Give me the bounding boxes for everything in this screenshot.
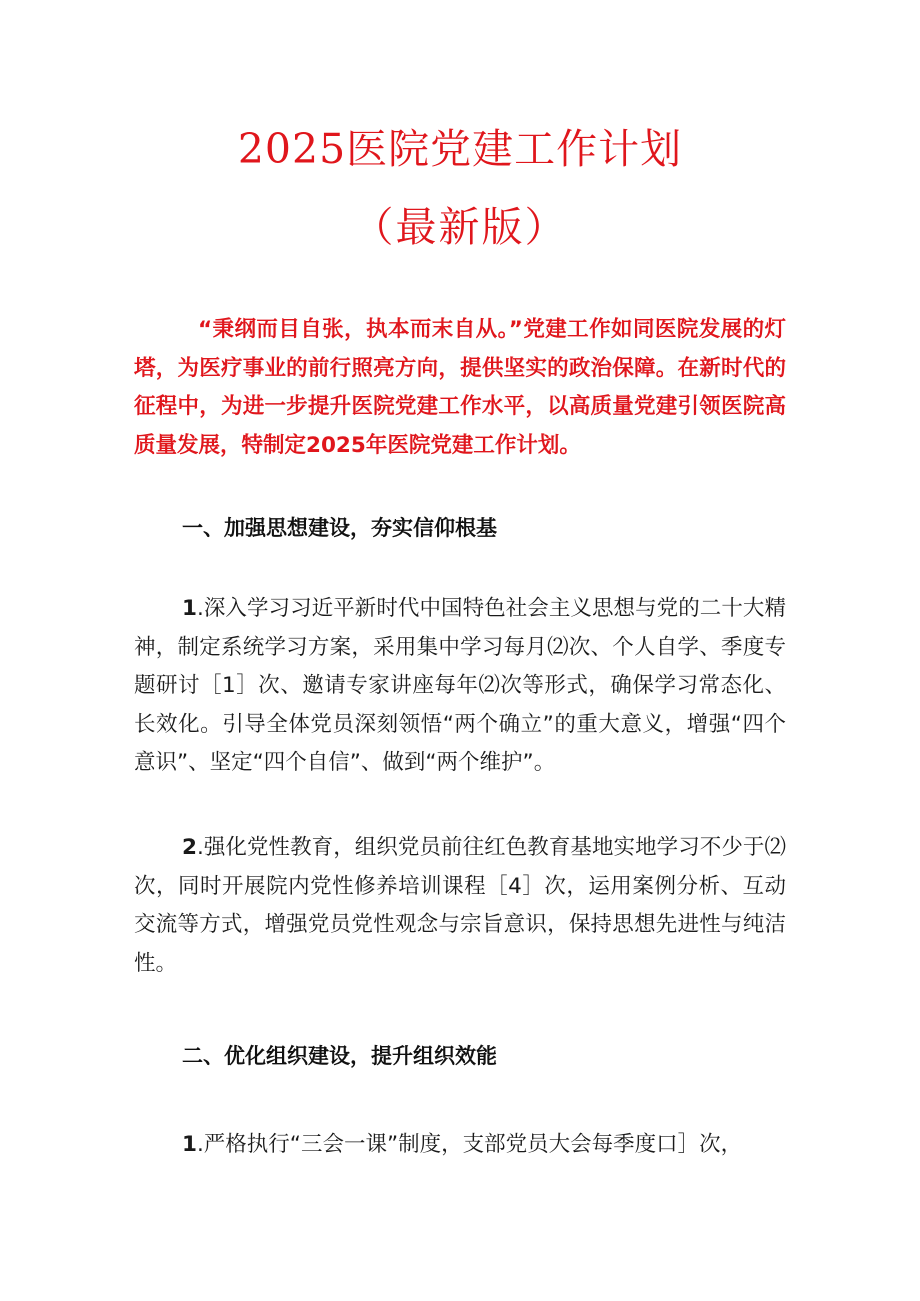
- item-number: 1: [182, 1132, 197, 1157]
- item-text: .深入学习习近平新时代中国特色社会主义思想与党的二十大精神，制定系统学习方案，采用集中学习每月⑵次、个人自学、季度专题研讨［1］次、邀请专家讲座每年⑵次等形式，确保学习常态化、长效化。引导全体党员深刻领悟“两个确立”的重大意义，增强“四个意识”、坚定“四个自信”、做到“两个维护”。: [134, 596, 786, 775]
- intro-paragraph: “秉纲而目自张，执本而末自从。”党建工作如同医院发展的灯塔，为医疗事业的前行照亮方向，提供坚实的政治保障。在新时代的征程中，为进一步提升医院党建工作水平，以高质量党建引领医院高质量发展，特制定2025年医院党建工作计划。: [134, 317, 786, 458]
- item-number: 2: [182, 835, 197, 860]
- section-1-item-1: [134, 590, 786, 783]
- section-1-item-2: [134, 829, 786, 983]
- document-title: 2025医院党建工作计划: [237, 125, 683, 173]
- item-text: .严格执行“三会一课”制度，支部党员大会每季度口］次，: [196, 1132, 743, 1157]
- section-heading-1: 一、加强思想建设，夯实信仰根基: [182, 516, 497, 540]
- item-text: .强化党性教育，组织党员前往红色教育基地实地学习不少于⑵次，同时开展院内党性修养培训课程［4］次，运用案例分析、互动交流等方式，增强党员党性观念与宗旨意识，保持思想先进性与纯洁性。: [134, 835, 786, 976]
- document-subtitle: （最新版）: [352, 203, 568, 251]
- section-heading-2: 二、优化组织建设，提升组织效能: [182, 1044, 497, 1068]
- section-2-item-1: [134, 1126, 786, 1165]
- item-number: 1: [182, 596, 197, 621]
